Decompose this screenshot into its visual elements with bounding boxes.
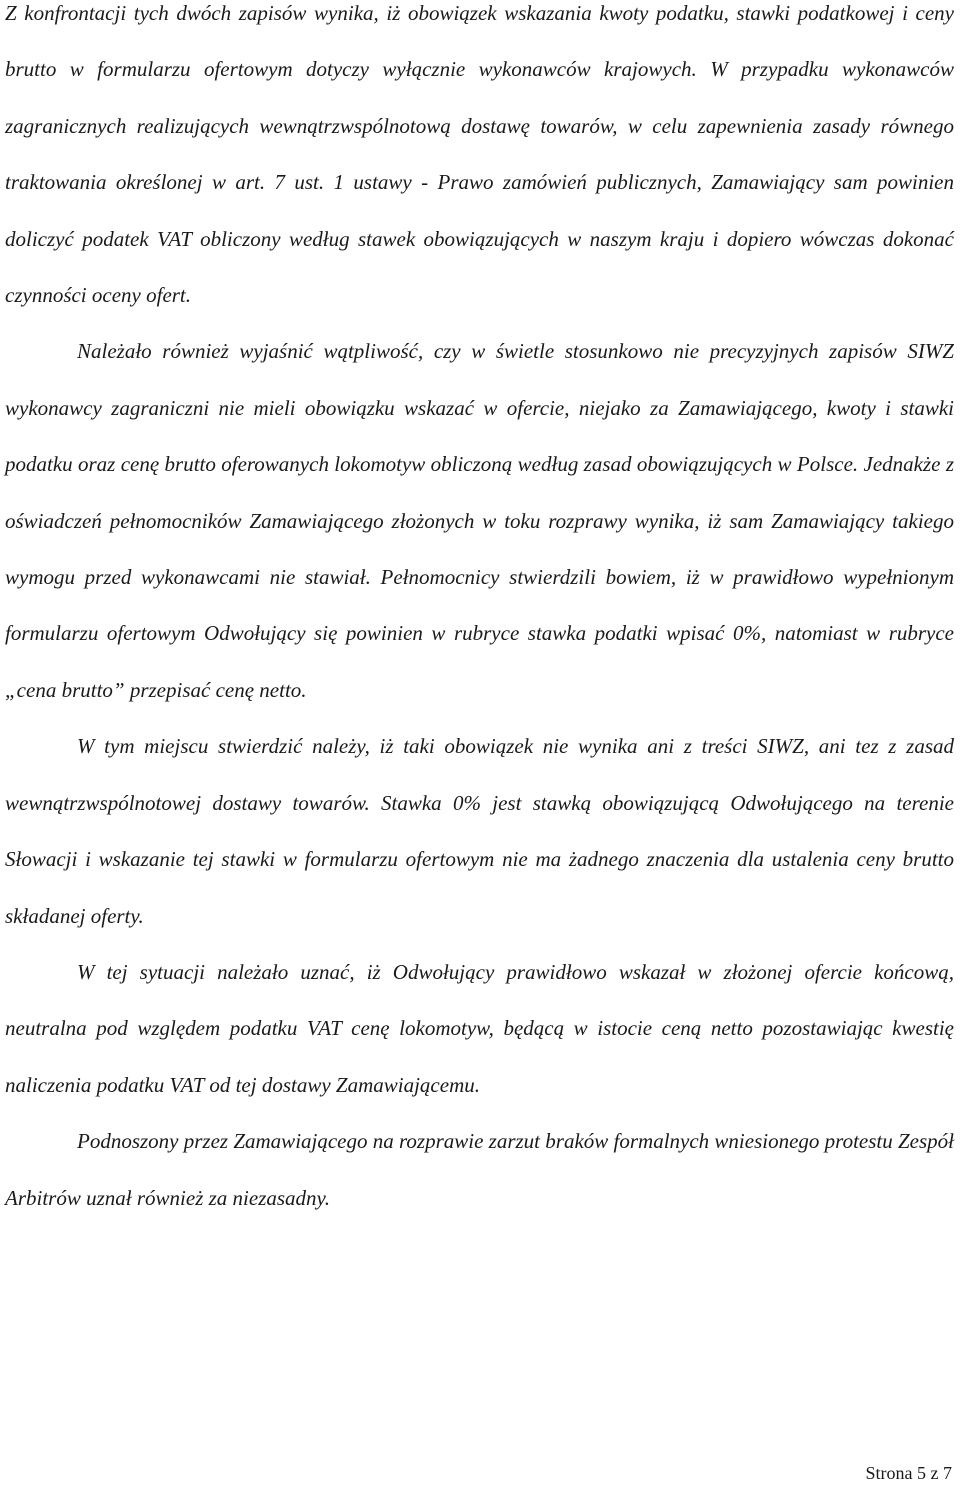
paragraph-4: W tej sytuacji należało uznać, iż Odwołujący prawidłowo wskazał w złożonej ofercie końcową, neutralna pod względem podatku VAT cenę lokomotyw, będącą w istocie ceną netto pozostawiając kwestię naliczenia podatku VAT od tej dostawy Zamawiającemu. xyxy=(5,959,954,1097)
paragraph-3: W tym miejscu stwierdzić należy, iż taki obowiązek nie wynika ani z treści SIWZ, ani tez z zasad wewnątrzwspólnotowej dostawy towarów. Stawka 0% jest stawką obowiązującą Odwołującego na terenie Słowacji i wskazanie tej stawki w formularzu ofertowym nie ma żadnego znaczenia dla ustalenia ceny brutto składanej oferty. xyxy=(5,734,954,928)
paragraph-1: Z konfrontacji tych dwóch zapisów wynika, iż obowiązek wskazania kwoty podatku, stawki podatkowej i ceny brutto w formularzu ofertowym dotyczy wyłącznie wykonawców krajowych. W przypadku wykonawców zagranicznych realizujących wewnątrzwspólnotową dostawę towarów, w celu zapewnienia zasady równego traktowania określonej w art. 7 ust. 1 ustawy - Prawo zamówień publicznych, Zamawiający sam powinien doliczyć podatek VAT obliczony według stawek obowiązujących w naszym kraju i dopiero wówczas dokonać czynności oceny ofert. xyxy=(5,1,954,308)
paragraph-2: Należało również wyjaśnić wątpliwość, czy w świetle stosunkowo nie precyzyjnych zapisów SIWZ wykonawcy zagraniczni nie mieli obowiązku wskazać w ofercie, niejako za Zamawiającego, kwoty i stawki podatku oraz cenę brutto oferowanych lokomotyw obliczoną według zasad obowiązujących w Polsce. Jednakże z oświadczeń pełnomocników Zamawiającego złożonych w toku rozprawy wynika, iż sam Zamawiający takiego wymogu przed wykonawcami nie stawiał. Pełnomocnicy stwierdzili bowiem, iż w prawidłowo wypełnionym formularzu ofertowym Odwołujący się powinien w rubryce stawka podatki wpisać 0%, natomiast w rubryce „cena brutto” przepisać cenę netto. xyxy=(5,339,954,702)
page-number: Strona 5 z 7 xyxy=(865,1463,952,1483)
paragraph-5: Podnoszony przez Zamawiającego na rozprawie zarzut braków formalnych wniesionego protestu Zespół Arbitrów uznał również za niezasadny. xyxy=(5,1129,954,1210)
document-page xyxy=(5,0,954,1226)
